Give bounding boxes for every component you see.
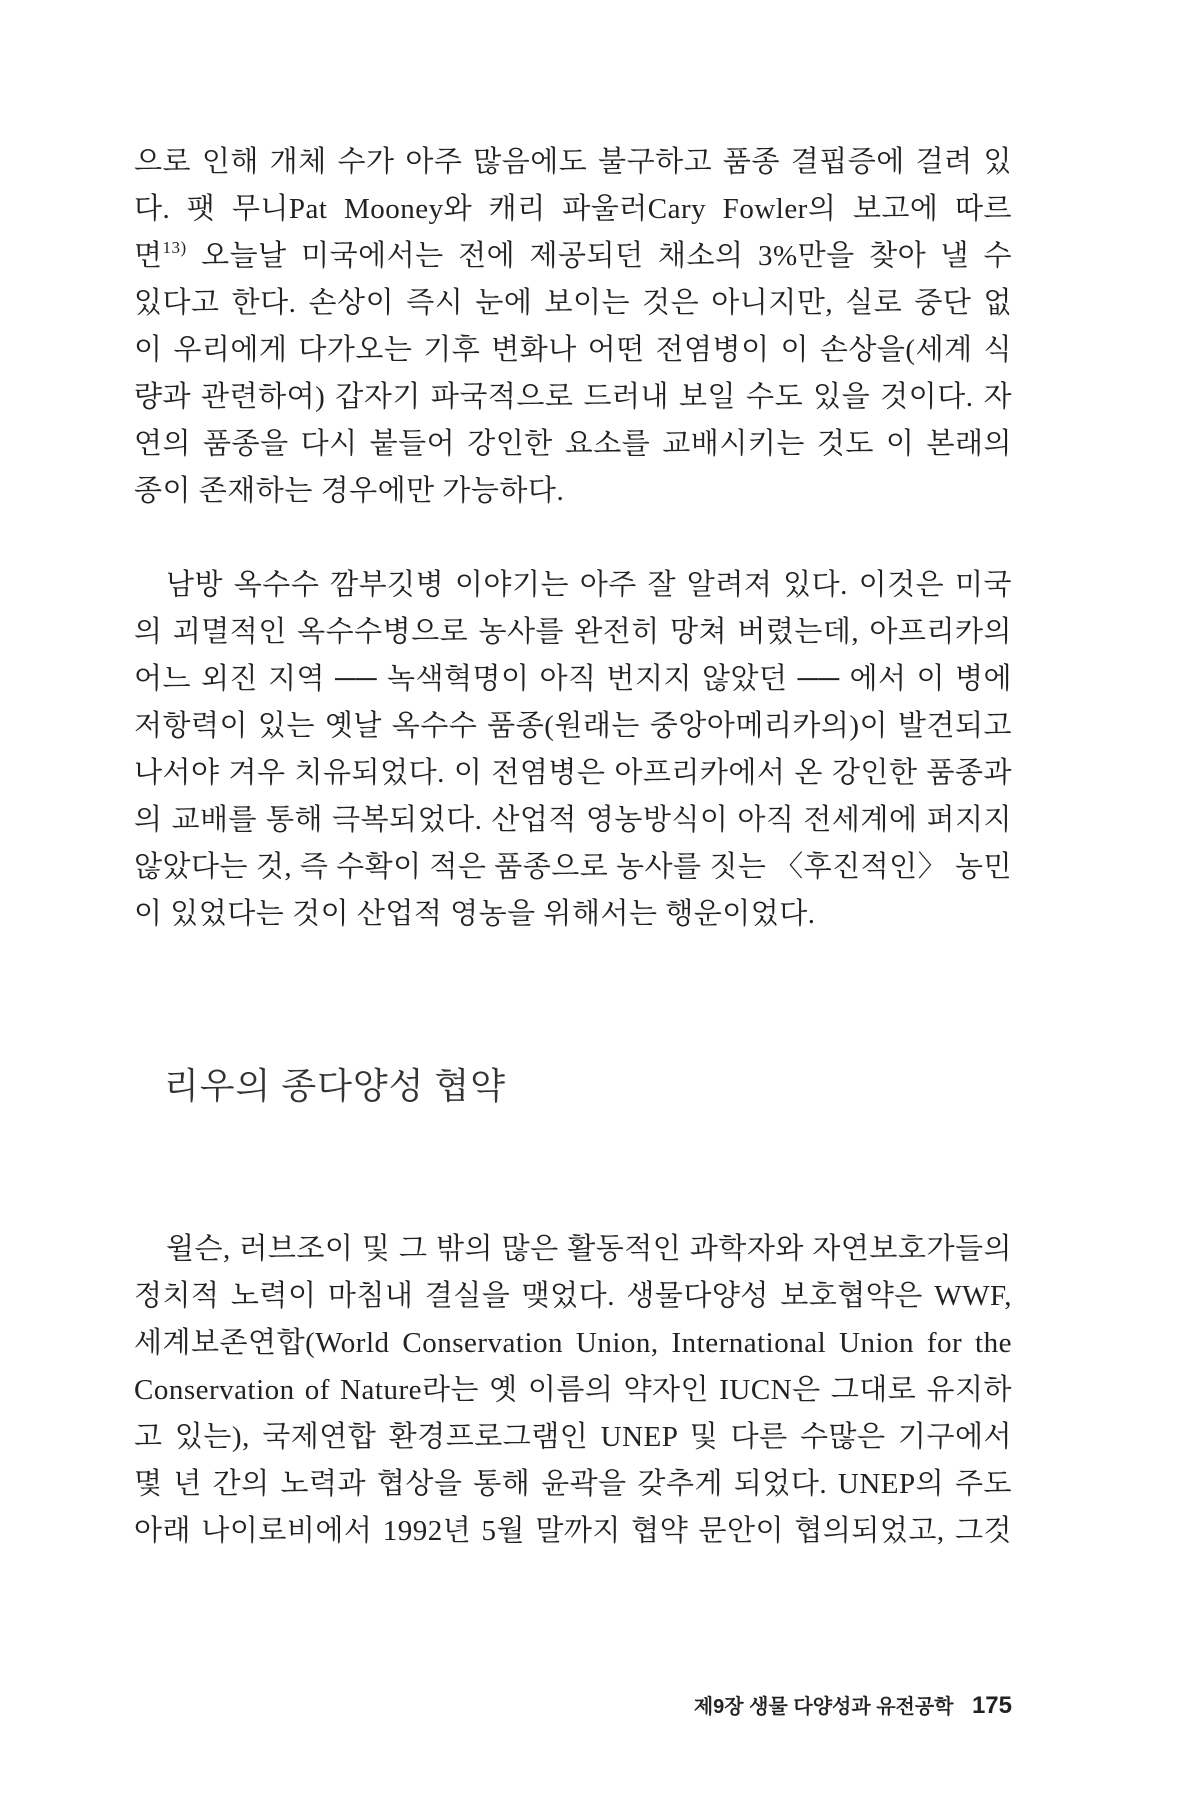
text-line: 으로 인해 개체 수가 아주 많음에도 불구하고 품종 결핍증에 걸려 있 <box>134 146 1012 178</box>
text-line: 의 교배를 통해 극복되었다. 산업적 영농방식이 아직 전세계에 퍼지지 <box>134 804 1012 836</box>
text-line: 다. 팻 무니Pat Mooney와 캐리 파울러Cary Fowler의 보고에 따르 <box>134 193 1012 225</box>
paragraph-1 <box>134 139 1012 515</box>
text-line: 정치적 노력이 마침내 결실을 맺었다. 생물다양성 보호협약은 WWF, <box>134 1280 1012 1312</box>
text-line: 남방 옥수수 깜부깃병 이야기는 아주 잘 알려져 있다. 이것은 미국 <box>166 569 1012 601</box>
text-line: 량과 관련하여) 갑자기 파국적으로 드러내 보일 수도 있을 것이다. 자 <box>134 381 1012 413</box>
paragraph-2 <box>134 562 1012 938</box>
text-line: 고 있는), 국제연합 환경프로그램인 UNEP 및 다른 수많은 기구에서 <box>134 1421 1012 1453</box>
text-line: 나서야 겨우 치유되었다. 이 전염병은 아프리카에서 온 강인한 품종과 <box>134 757 1012 789</box>
paragraph-3 <box>134 1226 1012 1555</box>
text-line: Conservation of Nature라는 옛 이름의 약자인 IUCN은 그대로 유지하 <box>134 1374 1012 1406</box>
text-fragment: 오늘날 미국에서는 전에 제공되던 채소의 3%만을 찾아 낼 수 <box>186 240 1012 272</box>
text-line: 윌슨, 러브조이 및 그 밖의 많은 활동적인 과학자와 자연보호가들의 <box>166 1233 1012 1265</box>
text-line: 몇 년 간의 노력과 협상을 통해 윤곽을 갖추게 되었다. UNEP의 주도 <box>134 1468 1012 1500</box>
text-line: 저항력이 있는 옛날 옥수수 품종(원래는 중앙아메리카의)이 발견되고 <box>134 710 1012 742</box>
text-line: 아래 나이로비에서 1992년 5월 말까지 협약 문안이 협의되었고, 그것 <box>134 1515 1012 1547</box>
text-line: 있다고 한다. 손상이 즉시 눈에 보이는 것은 아니지만, 실로 중단 없 <box>134 287 1012 319</box>
running-chapter-title: 제9장 생물 다양성과 유전공학 <box>693 1696 954 1718</box>
text-line: 않았다는 것, 즉 수확이 적은 품종으로 농사를 짓는 〈후진적인〉 농민 <box>134 851 1012 883</box>
page-footer <box>694 1690 1012 1720</box>
text-line: 이 우리에게 다가오는 기후 변화나 어떤 전염병이 이 손상을(세계 식 <box>134 334 1012 366</box>
text-line: 의 괴멸적인 옥수수병으로 농사를 완전히 망쳐 버렸는데, 아프리카의 <box>134 616 1012 648</box>
text-line: 이 있었다는 것이 산업적 영농을 위해서는 행운이었다. <box>134 898 816 930</box>
text-line: 연의 품종을 다시 붙들어 강인한 요소를 교배시키는 것도 이 본래의 <box>134 428 1012 460</box>
text-line: 어느 외진 지역 ── 녹색혁명이 아직 번지지 않았던 ── 에서 이 병에 <box>134 663 1012 695</box>
text-line-with-footnote <box>134 233 1012 280</box>
section-heading: 리우의 종다양성 협약 <box>164 1066 506 1106</box>
page-number: 175 <box>971 1692 1012 1719</box>
text-fragment: 면 <box>134 240 163 272</box>
text-line: 종이 존재하는 경우에만 가능하다. <box>134 475 565 507</box>
text-line: 세계보존연합(World Conservation Union, International Union for the <box>134 1327 1012 1359</box>
footnote-marker: 13) <box>162 238 187 257</box>
